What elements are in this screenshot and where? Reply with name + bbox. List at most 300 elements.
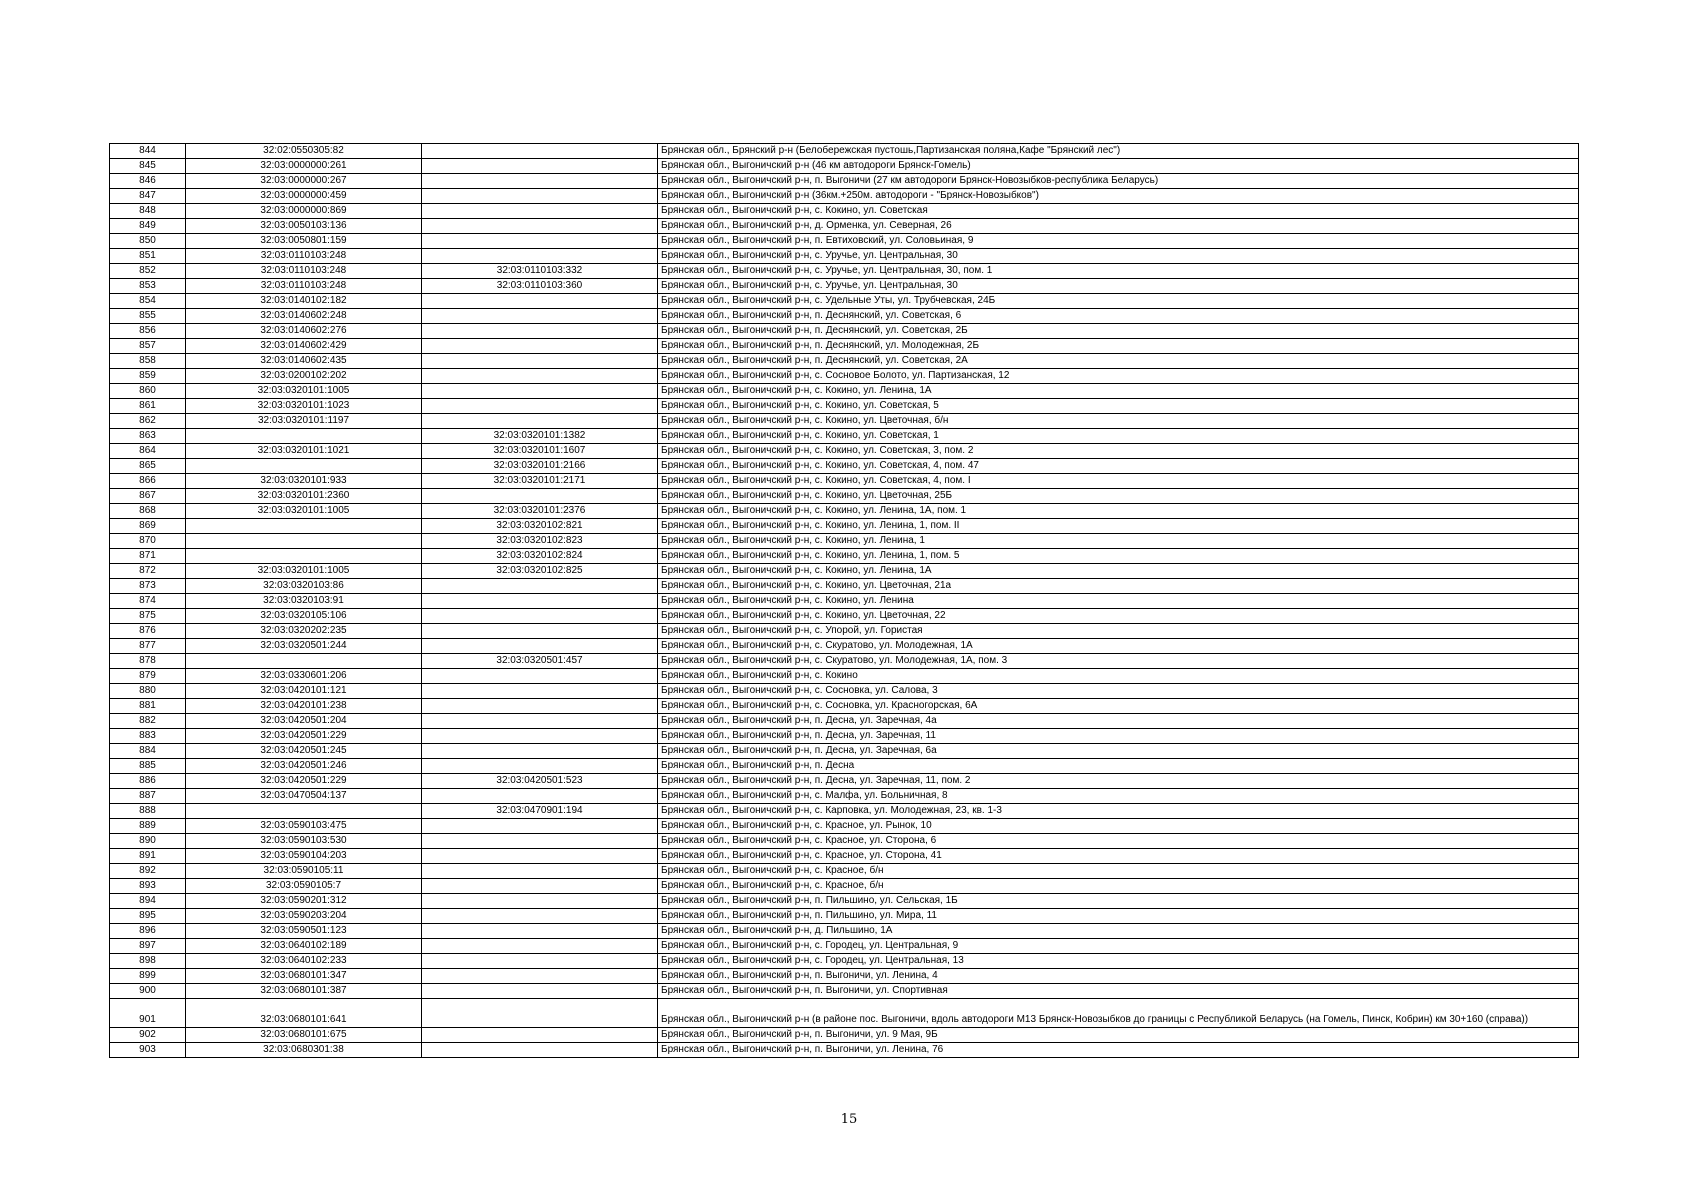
row-number-cell: 895 xyxy=(110,909,186,924)
premises-cadastral-number-cell xyxy=(422,309,658,324)
table-row xyxy=(110,744,1579,759)
table-row xyxy=(110,894,1579,909)
cadastral-number-cell: 32:03:0000000:459 xyxy=(186,189,422,204)
cadastral-number-cell: 32:03:0420501:229 xyxy=(186,774,422,789)
table-row xyxy=(110,834,1579,849)
cadastral-number-cell xyxy=(186,519,422,534)
premises-cadastral-number-cell xyxy=(422,609,658,624)
cadastral-number-cell: 32:03:0590103:530 xyxy=(186,834,422,849)
address-cell: Брянская обл., Выгоничский р-н, п. Выгоничи, ул. Ленина, 76 xyxy=(658,1043,1579,1058)
address-cell: Брянская обл., Выгоничский р-н, с. Красное, б/н xyxy=(658,864,1579,879)
table-row xyxy=(110,309,1579,324)
premises-cadastral-number-cell xyxy=(422,984,658,999)
table-row xyxy=(110,684,1579,699)
cadastral-number-cell: 32:03:0420501:246 xyxy=(186,759,422,774)
row-number-cell: 896 xyxy=(110,924,186,939)
table-row xyxy=(110,849,1579,864)
table-row xyxy=(110,444,1579,459)
property-registry-table xyxy=(109,143,1579,1058)
row-number-cell: 903 xyxy=(110,1043,186,1058)
row-number-cell: 869 xyxy=(110,519,186,534)
row-number-cell: 858 xyxy=(110,354,186,369)
address-cell: Брянская обл., Выгоничский р-н, с. Городец, ул. Центральная, 9 xyxy=(658,939,1579,954)
cadastral-number-cell: 32:03:0590105:11 xyxy=(186,864,422,879)
cadastral-number-cell xyxy=(186,654,422,669)
row-number-cell: 870 xyxy=(110,534,186,549)
table-row xyxy=(110,579,1579,594)
row-number-cell: 865 xyxy=(110,459,186,474)
premises-cadastral-number-cell xyxy=(422,849,658,864)
table-row xyxy=(110,939,1579,954)
cadastral-number-cell: 32:03:0320101:1023 xyxy=(186,399,422,414)
address-cell: Брянская обл., Выгоничский р-н, с. Кокино, ул. Советская xyxy=(658,204,1579,219)
cadastral-number-cell: 32:03:0320101:1005 xyxy=(186,384,422,399)
row-number-cell: 868 xyxy=(110,504,186,519)
row-number-cell: 875 xyxy=(110,609,186,624)
premises-cadastral-number-cell xyxy=(422,594,658,609)
row-number-cell: 887 xyxy=(110,789,186,804)
address-cell: Брянская обл., Выгоничский р-н, с. Красное, б/н xyxy=(658,879,1579,894)
table-row xyxy=(110,954,1579,969)
row-number-cell: 877 xyxy=(110,639,186,654)
table-row xyxy=(110,144,1579,159)
premises-cadastral-number-cell xyxy=(422,159,658,174)
cadastral-number-cell: 32:03:0140602:276 xyxy=(186,324,422,339)
premises-cadastral-number-cell: 32:03:0320101:1607 xyxy=(422,444,658,459)
premises-cadastral-number-cell xyxy=(422,834,658,849)
address-cell: Брянская обл., Выгоничский р-н, с. Кокино, ул. Ленина, 1А xyxy=(658,564,1579,579)
table-row xyxy=(110,504,1579,519)
address-cell: Брянская обл., Выгоничский р-н, с. Скуратово, ул. Молодежная, 1А xyxy=(658,639,1579,654)
premises-cadastral-number-cell xyxy=(422,699,658,714)
table-row xyxy=(110,354,1579,369)
premises-cadastral-number-cell xyxy=(422,924,658,939)
premises-cadastral-number-cell xyxy=(422,684,658,699)
premises-cadastral-number-cell xyxy=(422,204,658,219)
address-cell: Брянская обл., Выгоничский р-н, с. Кокино, ул. Ленина, 1 xyxy=(658,534,1579,549)
premises-cadastral-number-cell: 32:03:0420501:523 xyxy=(422,774,658,789)
row-number-cell: 845 xyxy=(110,159,186,174)
cadastral-number-cell: 32:03:0140102:182 xyxy=(186,294,422,309)
table-row xyxy=(110,399,1579,414)
premises-cadastral-number-cell: 32:03:0320102:824 xyxy=(422,549,658,564)
cadastral-number-cell: 32:03:0420501:229 xyxy=(186,729,422,744)
row-number-cell: 892 xyxy=(110,864,186,879)
cadastral-number-cell: 32:03:0320501:244 xyxy=(186,639,422,654)
table-row xyxy=(110,624,1579,639)
table-row xyxy=(110,324,1579,339)
premises-cadastral-number-cell: 32:03:0320101:2376 xyxy=(422,504,658,519)
premises-cadastral-number-cell xyxy=(422,399,658,414)
cadastral-number-cell: 32:03:0320101:1005 xyxy=(186,504,422,519)
table-row xyxy=(110,249,1579,264)
cadastral-number-cell: 32:03:0420101:121 xyxy=(186,684,422,699)
premises-cadastral-number-cell: 32:03:0320101:2166 xyxy=(422,459,658,474)
premises-cadastral-number-cell xyxy=(422,909,658,924)
table-row xyxy=(110,669,1579,684)
premises-cadastral-number-cell xyxy=(422,894,658,909)
row-number-cell: 872 xyxy=(110,564,186,579)
premises-cadastral-number-cell: 32:03:0110103:332 xyxy=(422,264,658,279)
premises-cadastral-number-cell xyxy=(422,759,658,774)
row-number-cell: 871 xyxy=(110,549,186,564)
address-cell: Брянская обл., Выгоничский р-н, с. Сосновое Болото, ул. Партизанская, 12 xyxy=(658,369,1579,384)
address-cell: Брянская обл., Выгоничский р-н, с. Уручье, ул. Центральная, 30 xyxy=(658,279,1579,294)
premises-cadastral-number-cell xyxy=(422,744,658,759)
address-cell: Брянская обл., Выгоничский р-н, п. Деснянский, ул. Молодежная, 2Б xyxy=(658,339,1579,354)
row-number-cell: 901 xyxy=(110,999,186,1028)
premises-cadastral-number-cell xyxy=(422,624,658,639)
table-row xyxy=(110,234,1579,249)
cadastral-number-cell: 32:03:0000000:869 xyxy=(186,204,422,219)
address-cell: Брянская обл., Выгоничский р-н, с. Сосновка, ул. Салова, 3 xyxy=(658,684,1579,699)
cadastral-number-cell: 32:03:0590201:312 xyxy=(186,894,422,909)
row-number-cell: 846 xyxy=(110,174,186,189)
premises-cadastral-number-cell xyxy=(422,714,658,729)
table-row xyxy=(110,984,1579,999)
premises-cadastral-number-cell xyxy=(422,879,658,894)
table-row xyxy=(110,804,1579,819)
row-number-cell: 886 xyxy=(110,774,186,789)
row-number-cell: 902 xyxy=(110,1028,186,1043)
address-cell: Брянская обл., Выгоничский р-н, п. Деснянский, ул. Советская, 2А xyxy=(658,354,1579,369)
cadastral-number-cell: 32:03:0640102:233 xyxy=(186,954,422,969)
address-cell: Брянская обл., Выгоничский р-н, с. Кокино, ул. Цветочная, б/н xyxy=(658,414,1579,429)
address-cell: Брянская обл., Выгоничский р-н, с. Кокино, ул. Ленина, 1, пом. 5 xyxy=(658,549,1579,564)
address-cell: Брянская обл., Выгоничский р-н, п. Выгоничи, ул. Спортивная xyxy=(658,984,1579,999)
table-row xyxy=(110,204,1579,219)
row-number-cell: 851 xyxy=(110,249,186,264)
table-row xyxy=(110,369,1579,384)
premises-cadastral-number-cell: 32:03:0320501:457 xyxy=(422,654,658,669)
cadastral-number-cell: 32:03:0140602:248 xyxy=(186,309,422,324)
table-row xyxy=(110,924,1579,939)
table-row xyxy=(110,969,1579,984)
row-number-cell: 885 xyxy=(110,759,186,774)
table-row xyxy=(110,654,1579,669)
row-number-cell: 848 xyxy=(110,204,186,219)
address-cell: Брянская обл., Выгоничский р-н, д. Пильшино, 1А xyxy=(658,924,1579,939)
cadastral-number-cell: 32:03:0590203:204 xyxy=(186,909,422,924)
cadastral-number-cell: 32:03:0140602:435 xyxy=(186,354,422,369)
address-cell: Брянская обл., Выгоничский р-н, с. Красное, ул. Сторона, 41 xyxy=(658,849,1579,864)
address-cell: Брянская обл., Выгоничский р-н, п. Десна xyxy=(658,759,1579,774)
address-cell: Брянская обл., Выгоничский р-н (46 км автодороги Брянск-Гомель) xyxy=(658,159,1579,174)
cadastral-number-cell: 32:03:0640102:189 xyxy=(186,939,422,954)
cadastral-number-cell xyxy=(186,459,422,474)
table-row xyxy=(110,384,1579,399)
cadastral-number-cell xyxy=(186,549,422,564)
cadastral-number-cell: 32:03:0330601:206 xyxy=(186,669,422,684)
premises-cadastral-number-cell xyxy=(422,384,658,399)
address-cell: Брянская обл., Выгоничский р-н, с. Кокино xyxy=(658,669,1579,684)
row-number-cell: 860 xyxy=(110,384,186,399)
premises-cadastral-number-cell xyxy=(422,144,658,159)
row-number-cell: 850 xyxy=(110,234,186,249)
premises-cadastral-number-cell xyxy=(422,189,658,204)
row-number-cell: 853 xyxy=(110,279,186,294)
row-number-cell: 859 xyxy=(110,369,186,384)
cadastral-number-cell: 32:03:0420101:238 xyxy=(186,699,422,714)
cadastral-number-cell: 32:03:0590104:203 xyxy=(186,849,422,864)
row-number-cell: 893 xyxy=(110,879,186,894)
cadastral-number-cell: 32:03:0320101:933 xyxy=(186,474,422,489)
cadastral-number-cell: 32:03:0110103:248 xyxy=(186,279,422,294)
table-row xyxy=(110,699,1579,714)
premises-cadastral-number-cell xyxy=(422,489,658,504)
page-number: 15 xyxy=(840,1112,858,1127)
row-number-cell: 888 xyxy=(110,804,186,819)
table-row xyxy=(110,594,1579,609)
row-number-cell: 854 xyxy=(110,294,186,309)
premises-cadastral-number-cell xyxy=(422,789,658,804)
address-cell: Брянская обл., Выгоничский р-н, с. Малфа, ул. Больничная, 8 xyxy=(658,789,1579,804)
cadastral-number-cell: 32:02:0550305:82 xyxy=(186,144,422,159)
premises-cadastral-number-cell xyxy=(422,1043,658,1058)
premises-cadastral-number-cell xyxy=(422,324,658,339)
premises-cadastral-number-cell xyxy=(422,639,658,654)
premises-cadastral-number-cell xyxy=(422,819,658,834)
row-number-cell: 852 xyxy=(110,264,186,279)
cadastral-number-cell: 32:03:0320101:2360 xyxy=(186,489,422,504)
premises-cadastral-number-cell: 32:03:0320101:1382 xyxy=(422,429,658,444)
row-number-cell: 899 xyxy=(110,969,186,984)
cadastral-number-cell xyxy=(186,534,422,549)
premises-cadastral-number-cell: 32:03:0110103:360 xyxy=(422,279,658,294)
premises-cadastral-number-cell xyxy=(422,219,658,234)
cadastral-number-cell: 32:03:0680101:387 xyxy=(186,984,422,999)
address-cell: Брянская обл., Выгоничский р-н, п. Деснянский, ул. Советская, 6 xyxy=(658,309,1579,324)
row-number-cell: 881 xyxy=(110,699,186,714)
table-row xyxy=(110,159,1579,174)
cadastral-number-cell: 32:03:0320101:1005 xyxy=(186,564,422,579)
table-row xyxy=(110,219,1579,234)
row-number-cell: 857 xyxy=(110,339,186,354)
premises-cadastral-number-cell xyxy=(422,939,658,954)
premises-cadastral-number-cell xyxy=(422,1028,658,1043)
address-cell: Брянская обл., Выгоничский р-н, п. Пильшино, ул. Мира, 11 xyxy=(658,909,1579,924)
cadastral-number-cell: 32:03:0590103:475 xyxy=(186,819,422,834)
table-row xyxy=(110,339,1579,354)
row-number-cell: 876 xyxy=(110,624,186,639)
address-cell: Брянская обл., Выгоничский р-н, п. Евтиховский, ул. Соловьиная, 9 xyxy=(658,234,1579,249)
premises-cadastral-number-cell xyxy=(422,729,658,744)
row-number-cell: 844 xyxy=(110,144,186,159)
address-cell: Брянская обл., Выгоничский р-н, с. Упорой, ул. Гористая xyxy=(658,624,1579,639)
address-cell: Брянская обл., Выгоничский р-н, с. Кокино, ул. Цветочная, 25Б xyxy=(658,489,1579,504)
row-number-cell: 863 xyxy=(110,429,186,444)
premises-cadastral-number-cell xyxy=(422,249,658,264)
table-row xyxy=(110,729,1579,744)
address-cell: Брянская обл., Выгоничский р-н, с. Кокино, ул. Ленина, 1А, пом. 1 xyxy=(658,504,1579,519)
cadastral-number-cell: 32:03:0680101:641 xyxy=(186,999,422,1028)
address-cell: Брянская обл., Выгоничский р-н, с. Кокино, ул. Советская, 5 xyxy=(658,399,1579,414)
cadastral-number-cell xyxy=(186,429,422,444)
table-row xyxy=(110,489,1579,504)
cadastral-number-cell: 32:03:0680301:38 xyxy=(186,1043,422,1058)
premises-cadastral-number-cell xyxy=(422,969,658,984)
address-cell: Брянская обл., Выгоничский р-н, с. Кокино, ул. Ленина, 1, пом. II xyxy=(658,519,1579,534)
table-row xyxy=(110,474,1579,489)
address-cell: Брянская обл., Выгоничский р-н, п. Деснянский, ул. Советская, 2Б xyxy=(658,324,1579,339)
premises-cadastral-number-cell xyxy=(422,414,658,429)
row-number-cell: 864 xyxy=(110,444,186,459)
cadastral-number-cell: 32:03:0320103:86 xyxy=(186,579,422,594)
cadastral-number-cell: 32:03:0590105:7 xyxy=(186,879,422,894)
address-cell: Брянская обл., Выгоничский р-н, с. Кокино, ул. Советская, 1 xyxy=(658,429,1579,444)
table-row xyxy=(110,774,1579,789)
premises-cadastral-number-cell: 32:03:0320101:2171 xyxy=(422,474,658,489)
address-cell: Брянская обл., Выгоничский р-н, п. Десна, ул. Заречная, 6а xyxy=(658,744,1579,759)
premises-cadastral-number-cell xyxy=(422,234,658,249)
row-number-cell: 855 xyxy=(110,309,186,324)
row-number-cell: 847 xyxy=(110,189,186,204)
address-cell: Брянская обл., Брянский р-н (Белобережская пустошь,Партизанская поляна,Кафе "Брянский лес") xyxy=(658,144,1579,159)
row-number-cell: 880 xyxy=(110,684,186,699)
document-sheet xyxy=(109,143,1578,1058)
table-row xyxy=(110,174,1579,189)
table-row xyxy=(110,519,1579,534)
table-row xyxy=(110,264,1579,279)
premises-cadastral-number-cell xyxy=(422,174,658,189)
address-cell: Брянская обл., Выгоничский р-н (36км.+250м. автодороги - "Брянск-Новозыбков") xyxy=(658,189,1579,204)
table-row xyxy=(110,789,1579,804)
address-cell: Брянская обл., Выгоничский р-н, п. Десна, ул. Заречная, 11, пом. 2 xyxy=(658,774,1579,789)
table-row xyxy=(110,714,1579,729)
cadastral-number-cell: 32:03:0320103:91 xyxy=(186,594,422,609)
address-cell: Брянская обл., Выгоничский р-н, с. Кокино, ул. Советская, 3, пом. 2 xyxy=(658,444,1579,459)
cadastral-number-cell: 32:03:0000000:261 xyxy=(186,159,422,174)
row-number-cell: 861 xyxy=(110,399,186,414)
table-row xyxy=(110,459,1579,474)
premises-cadastral-number-cell xyxy=(422,954,658,969)
row-number-cell: 894 xyxy=(110,894,186,909)
address-cell: Брянская обл., Выгоничский р-н, п. Выгоничи (27 км автодороги Брянск-Новозыбков-республика Беларусь) xyxy=(658,174,1579,189)
row-number-cell: 890 xyxy=(110,834,186,849)
address-cell: Брянская обл., Выгоничский р-н, с. Карповка, ул. Молодежная, 23, кв. 1-3 xyxy=(658,804,1579,819)
address-cell: Брянская обл., Выгоничский р-н, п. Пильшино, ул. Сельская, 1Б xyxy=(658,894,1579,909)
address-cell: Брянская обл., Выгоничский р-н, с. Уручье, ул. Центральная, 30, пом. 1 xyxy=(658,264,1579,279)
table-row xyxy=(110,1043,1579,1058)
table-row xyxy=(110,639,1579,654)
address-cell: Брянская обл., Выгоничский р-н, п. Десна, ул. Заречная, 4а xyxy=(658,714,1579,729)
table-row xyxy=(110,414,1579,429)
table-row xyxy=(110,564,1579,579)
address-cell: Брянская обл., Выгоничский р-н, с. Красное, ул. Рынок, 10 xyxy=(658,819,1579,834)
address-cell: Брянская обл., Выгоничский р-н, с. Кокино, ул. Цветочная, 22 xyxy=(658,609,1579,624)
table-row xyxy=(110,279,1579,294)
premises-cadastral-number-cell: 32:03:0320102:823 xyxy=(422,534,658,549)
cadastral-number-cell: 32:03:0110103:248 xyxy=(186,264,422,279)
premises-cadastral-number-cell xyxy=(422,339,658,354)
address-cell: Брянская обл., Выгоничский р-н, д. Орменка, ул. Северная, 26 xyxy=(658,219,1579,234)
table-row xyxy=(110,999,1579,1028)
address-cell: Брянская обл., Выгоничский р-н, с. Скуратово, ул. Молодежная, 1А, пом. 3 xyxy=(658,654,1579,669)
address-cell: Брянская обл., Выгоничский р-н, с. Уручье, ул. Центральная, 30 xyxy=(658,249,1579,264)
address-cell: Брянская обл., Выгоничский р-н, с. Кокино, ул. Советская, 4, пом. 47 xyxy=(658,459,1579,474)
cadastral-number-cell: 32:03:0680101:347 xyxy=(186,969,422,984)
row-number-cell: 897 xyxy=(110,939,186,954)
row-number-cell: 874 xyxy=(110,594,186,609)
cadastral-number-cell: 32:03:0320101:1197 xyxy=(186,414,422,429)
cadastral-number-cell: 32:03:0140602:429 xyxy=(186,339,422,354)
cadastral-number-cell: 32:03:0320202:235 xyxy=(186,624,422,639)
row-number-cell: 883 xyxy=(110,729,186,744)
table-row xyxy=(110,189,1579,204)
row-number-cell: 856 xyxy=(110,324,186,339)
cadastral-number-cell: 32:03:0420501:245 xyxy=(186,744,422,759)
table-row xyxy=(110,609,1579,624)
row-number-cell: 862 xyxy=(110,414,186,429)
row-number-cell: 884 xyxy=(110,744,186,759)
row-number-cell: 900 xyxy=(110,984,186,999)
row-number-cell: 866 xyxy=(110,474,186,489)
address-cell: Брянская обл., Выгоничский р-н, с. Удельные Уты, ул. Трубчевская, 24Б xyxy=(658,294,1579,309)
registry-table-body xyxy=(110,144,1579,1058)
premises-cadastral-number-cell xyxy=(422,294,658,309)
premises-cadastral-number-cell: 32:03:0320102:825 xyxy=(422,564,658,579)
row-number-cell: 882 xyxy=(110,714,186,729)
table-row xyxy=(110,864,1579,879)
row-number-cell: 891 xyxy=(110,849,186,864)
row-number-cell: 898 xyxy=(110,954,186,969)
row-number-cell: 867 xyxy=(110,489,186,504)
cadastral-number-cell: 32:03:0200102:202 xyxy=(186,369,422,384)
premises-cadastral-number-cell xyxy=(422,999,658,1028)
cadastral-number-cell: 32:03:0050103:136 xyxy=(186,219,422,234)
table-row xyxy=(110,759,1579,774)
table-row xyxy=(110,819,1579,834)
table-row xyxy=(110,549,1579,564)
premises-cadastral-number-cell xyxy=(422,369,658,384)
address-cell: Брянская обл., Выгоничский р-н, с. Кокино, ул. Ленина, 1А xyxy=(658,384,1579,399)
cadastral-number-cell: 32:03:0320105:106 xyxy=(186,609,422,624)
address-cell: Брянская обл., Выгоничский р-н, с. Кокино, ул. Советская, 4, пом. I xyxy=(658,474,1579,489)
address-cell: Брянская обл., Выгоничский р-н (в районе пос. Выгоничи, вдоль автодороги М13 Брянск-Новозыбков до границы с Республикой Беларусь (на Гомель, Пинск, Кобрин) км 30+160 (справа)) xyxy=(658,999,1579,1028)
address-cell: Брянская обл., Выгоничский р-н, с. Кокино, ул. Цветочная, 21а xyxy=(658,579,1579,594)
address-cell: Брянская обл., Выгоничский р-н, с. Кокино, ул. Ленина xyxy=(658,594,1579,609)
table-row xyxy=(110,879,1579,894)
table-row xyxy=(110,909,1579,924)
row-number-cell: 889 xyxy=(110,819,186,834)
cadastral-number-cell: 32:03:0110103:248 xyxy=(186,249,422,264)
cadastral-number-cell: 32:03:0050801:159 xyxy=(186,234,422,249)
row-number-cell: 873 xyxy=(110,579,186,594)
cadastral-number-cell: 32:03:0470504:137 xyxy=(186,789,422,804)
cadastral-number-cell: 32:03:0680101:675 xyxy=(186,1028,422,1043)
premises-cadastral-number-cell: 32:03:0470901:194 xyxy=(422,804,658,819)
address-cell: Брянская обл., Выгоничский р-н, п. Десна, ул. Заречная, 11 xyxy=(658,729,1579,744)
cadastral-number-cell: 32:03:0420501:204 xyxy=(186,714,422,729)
table-row xyxy=(110,534,1579,549)
address-cell: Брянская обл., Выгоничский р-н, с. Городец, ул. Центральная, 13 xyxy=(658,954,1579,969)
cadastral-number-cell: 32:03:0000000:267 xyxy=(186,174,422,189)
table-row xyxy=(110,294,1579,309)
cadastral-number-cell: 32:03:0590501:123 xyxy=(186,924,422,939)
row-number-cell: 878 xyxy=(110,654,186,669)
address-cell: Брянская обл., Выгоничский р-н, п. Выгоничи, ул. Ленина, 4 xyxy=(658,969,1579,984)
address-cell: Брянская обл., Выгоничский р-н, п. Выгоничи, ул. 9 Мая, 9Б xyxy=(658,1028,1579,1043)
premises-cadastral-number-cell xyxy=(422,864,658,879)
premises-cadastral-number-cell: 32:03:0320102:821 xyxy=(422,519,658,534)
premises-cadastral-number-cell xyxy=(422,579,658,594)
premises-cadastral-number-cell xyxy=(422,354,658,369)
row-number-cell: 879 xyxy=(110,669,186,684)
address-cell: Брянская обл., Выгоничский р-н, с. Красное, ул. Сторона, 6 xyxy=(658,834,1579,849)
address-cell: Брянская обл., Выгоничский р-н, с. Сосновка, ул. Красногорская, 6А xyxy=(658,699,1579,714)
row-number-cell: 849 xyxy=(110,219,186,234)
table-row xyxy=(110,429,1579,444)
